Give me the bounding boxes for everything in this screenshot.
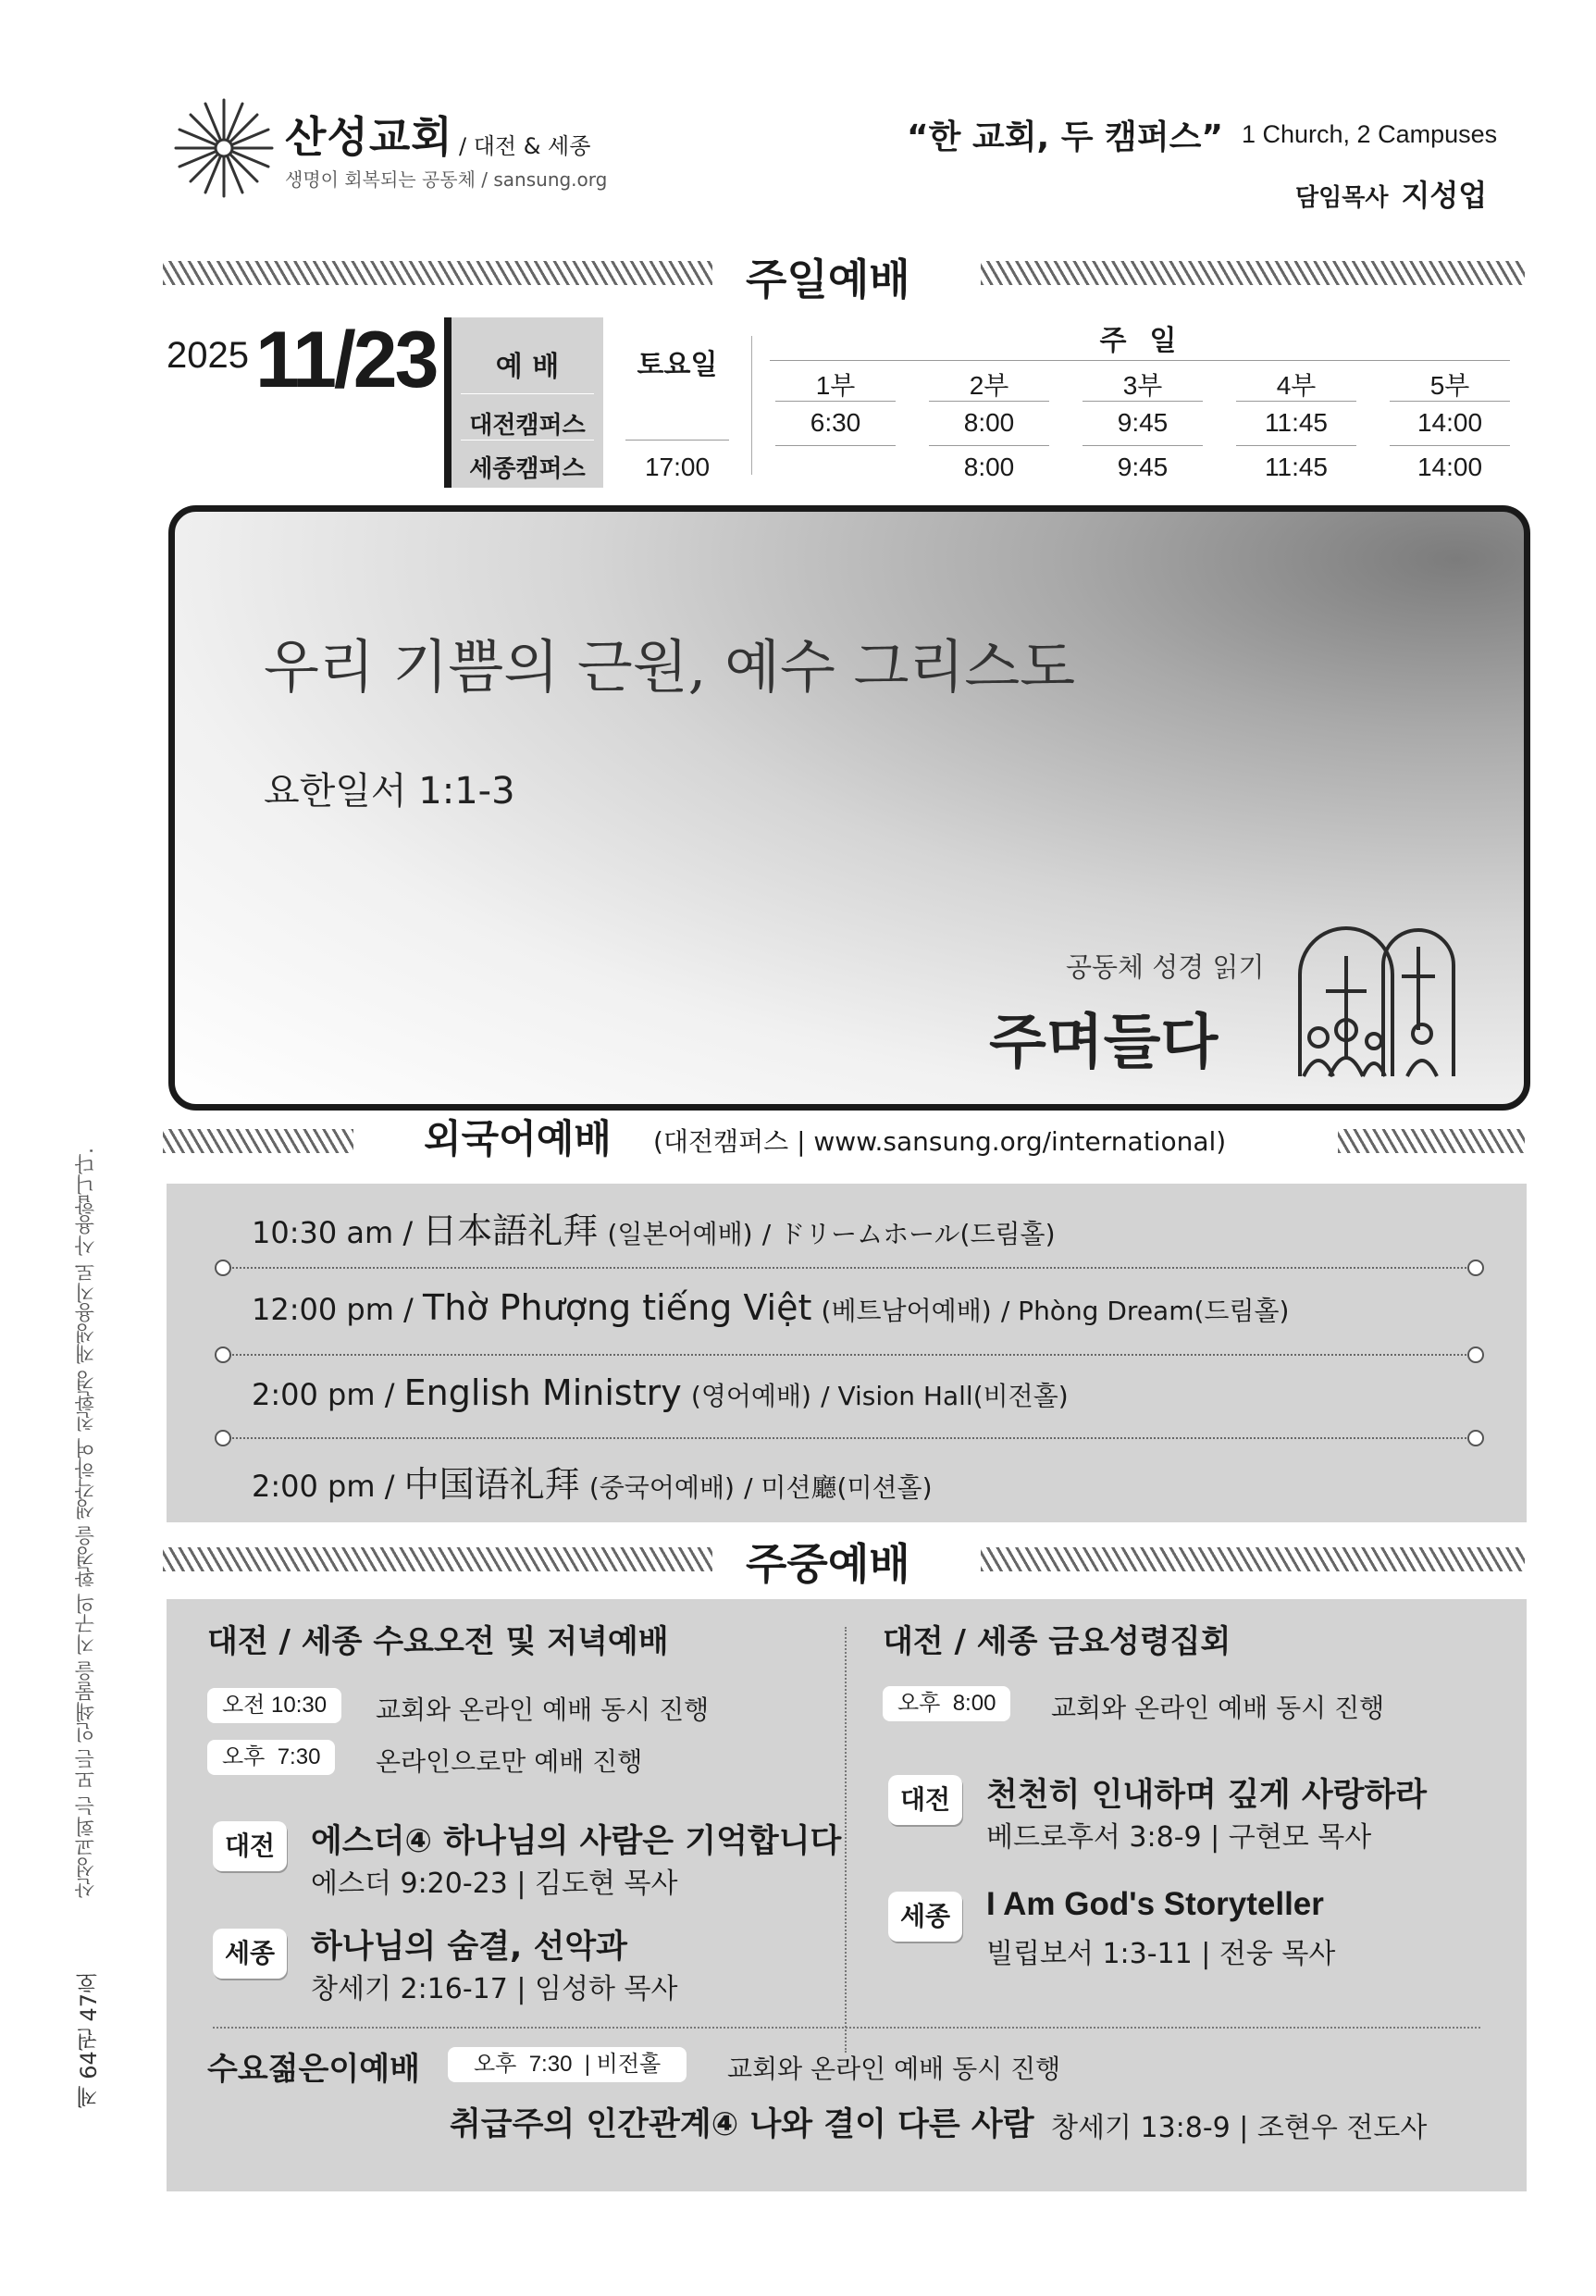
campus-tag: 세종	[888, 1892, 962, 1942]
service-5-name: 5부	[1429, 371, 1470, 400]
saturday-label: 토요일	[637, 350, 718, 380]
dotted-divider	[229, 1354, 1469, 1356]
service-date: 11/23	[255, 316, 437, 404]
church-window-family-icon	[1281, 919, 1466, 1086]
church-name: 산성교회	[285, 112, 453, 162]
service-4-name: 4부	[1276, 371, 1317, 400]
section-title-sunday: 주일예배	[746, 254, 910, 304]
slogan: “한 교회, 두 캠퍼스”	[907, 118, 1224, 156]
section-title-midweek: 주중예배	[746, 1539, 910, 1589]
row-divider	[213, 2027, 1480, 2029]
sermon-reference: 빌립보서 1:3-11 | 전웅 목사	[986, 1938, 1336, 1970]
time-pill: 오후 8:00	[883, 1686, 1010, 1721]
church-campuses: / 대전 & 세종	[459, 133, 591, 159]
church-logo-icon	[168, 93, 279, 204]
slot-description: 교회와 온라인 예배 동시 진행	[727, 2054, 1061, 2084]
row-label-sejong: 세종캠퍼스	[469, 455, 586, 483]
foreign-services-box	[167, 1184, 1527, 1522]
pastor-name: 지성업	[1401, 178, 1488, 213]
sermon-title: 하나님의 숨결, 선악과	[311, 1929, 627, 1966]
service-5-daejeon: 14:00	[1417, 408, 1483, 437]
campus-tag: 세종	[213, 1929, 287, 1979]
service-1-daejeon: 6:30	[810, 408, 861, 437]
friday-heading: 대전 / 세종 금요성령집회	[883, 1623, 1231, 1660]
eco-paper-note: 산성교회는 모든 인쇄물을 지구의 환경을 생각하여 친환경 재생용지로 사용합니다.	[75, 1148, 98, 1898]
sermon-reference: 베드로후서 3:8-9 | 구현모 목사	[986, 1821, 1372, 1854]
divider-hatch	[981, 1547, 1525, 1571]
column-divider	[845, 1627, 847, 2053]
time-pill: 오후 7:30 | 비전홀	[448, 2047, 687, 2082]
divider-hatch	[981, 261, 1525, 285]
slogan-english: 1 Church, 2 Campuses	[1242, 120, 1498, 148]
schedule-table	[603, 317, 1525, 488]
issue-number: 제 64권 47호	[76, 1971, 102, 2109]
dotted-divider	[229, 1437, 1469, 1439]
time-pill: 오후 7:30	[207, 1740, 335, 1775]
midweek-box	[167, 1599, 1527, 2191]
sermon-title: 우리 기쁨의 근원, 예수 그리스도	[264, 633, 1076, 701]
schedule-bar	[444, 317, 452, 488]
row-label-worship: 예 배	[495, 351, 560, 383]
slot-description: 교회와 온라인 예배 동시 진행	[376, 1694, 710, 1725]
service-year: 2025	[167, 335, 249, 376]
sermon-reference: 창세기 2:16-17 | 임성하 목사	[311, 1973, 678, 2005]
church-tagline: 생명이 회복되는 공동체 / sansung.org	[285, 168, 608, 191]
service-3-sejong: 9:45	[1117, 453, 1169, 481]
service-1-name: 1부	[815, 371, 856, 400]
sermon-box	[168, 505, 1530, 1111]
foreign-service-english: 2:00 pm / English Ministry (영어예배) / Vision Hall(비전홀)	[252, 1372, 1069, 1413]
sunday-label: 주 일	[1099, 326, 1177, 356]
row-label-daejeon: 대전캠퍼스	[469, 412, 586, 440]
service-2-sejong: 8:00	[963, 453, 1015, 481]
divider-hatch	[163, 261, 712, 285]
service-3-daejeon: 9:45	[1117, 408, 1169, 437]
sermon-title: I Am God's Storyteller	[986, 1886, 1324, 1922]
dotted-divider	[229, 1267, 1469, 1269]
foreign-service-chinese: 2:00 pm / 中国语礼拜 (중국어예배) / 미션廳(미션홀)	[252, 1464, 933, 1505]
sermon-title: 에스더④ 하나님의 사람은 기억합니다	[311, 1823, 842, 1860]
sermon-title: 취급주의 인간관계④ 나와 결이 다른 사람	[450, 2106, 1034, 2143]
program-subtitle: 공동체 성경 읽기	[1066, 951, 1265, 983]
slot-description: 온라인으로만 예배 진행	[376, 1746, 643, 1777]
service-4-sejong: 11:45	[1265, 453, 1328, 481]
foreign-service-vietnamese: 12:00 pm / Thờ Phượng tiếng Việt (베트남어예배) / Phòng Dream(드림홀)	[252, 1287, 1290, 1328]
foreign-section-subtitle: (대전캠퍼스 | www.sansung.org/international)	[653, 1126, 1227, 1157]
campus-tag: 대전	[213, 1821, 287, 1871]
service-5-sejong: 14:00	[1417, 453, 1483, 481]
senior-pastor	[1295, 172, 1487, 215]
divider-hatch	[163, 1129, 353, 1153]
program-title: 주며들다	[989, 1009, 1219, 1077]
sermon-reference: 요한일서 1:1-3	[264, 770, 515, 813]
pastor-label: 담임목사	[1295, 184, 1389, 212]
section-title-foreign: 외국어예배	[424, 1116, 612, 1161]
foreign-service-japanese: 10:30 am / 日本語礼拜 (일본어예배) / ドリームホール(드림홀)	[252, 1210, 1056, 1251]
campus-tag: 대전	[888, 1775, 962, 1825]
schedule-row-labels	[452, 317, 603, 488]
divider-hatch	[1338, 1129, 1525, 1153]
service-4-daejeon: 11:45	[1265, 408, 1328, 437]
service-3-name: 3부	[1122, 371, 1163, 400]
service-2-daejeon: 8:00	[963, 408, 1015, 437]
sermon-reference: 창세기 13:8-9 | 조현우 전도사	[1051, 2112, 1428, 2144]
sermon-title: 천천히 인내하며 깊게 사랑하라	[986, 1777, 1428, 1814]
divider-hatch	[163, 1547, 712, 1571]
sermon-reference: 에스더 9:20-23 | 김도현 목사	[311, 1868, 678, 1900]
service-2-name: 2부	[969, 371, 1009, 400]
saturday-sejong-time: 17:00	[644, 453, 711, 481]
wednesday-heading: 대전 / 세종 수요오전 및 저녁예배	[207, 1623, 669, 1660]
youth-label: 수요젊은이예배	[207, 2051, 420, 2088]
slot-description: 교회와 온라인 예배 동시 진행	[1051, 1693, 1385, 1723]
time-pill: 오전 10:30	[207, 1688, 341, 1723]
